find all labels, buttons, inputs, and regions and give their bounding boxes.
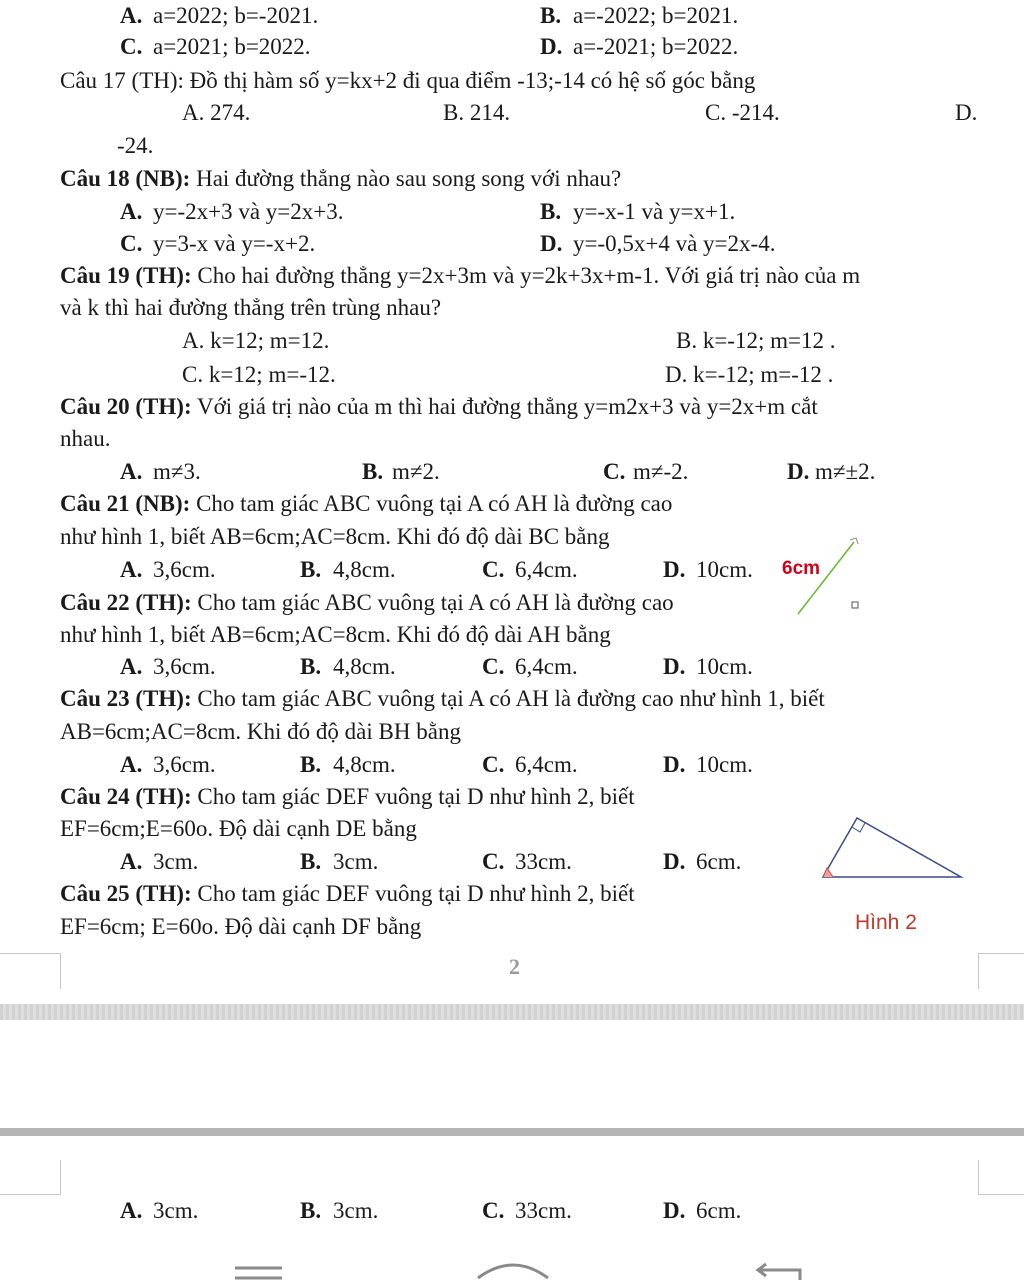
q18-option-d-key: D.: [540, 231, 563, 256]
q23-option-c-key: C.: [482, 752, 505, 777]
q21-option-c-key: C.: [482, 557, 505, 582]
q20-question: [60, 393, 818, 421]
q21-option-a-key: A.: [120, 557, 143, 582]
q19-option-b: B. k=-12; m=12 .: [676, 328, 836, 353]
page-separator-line: [0, 1128, 1024, 1136]
q19-question: [60, 262, 860, 290]
q18-option-b-text: y=-x-1 và y=x+1.: [573, 199, 736, 224]
q17-option-d-value: -24.: [117, 133, 154, 158]
q20-option-d-text: m≠±2.: [815, 459, 876, 484]
q19-question-line2: và k thì hai đường thẳng trên trùng nhau?: [60, 295, 442, 320]
q22-question-line2: như hình 1, biết AB=6cm;AC=8cm. Khi đó độ dài AH bằng: [60, 622, 611, 647]
figure-1-side-label: 6cm: [782, 558, 821, 579]
q21-option-c-text: 6,4cm.: [515, 557, 578, 582]
q19-option-d: D. k=-12; m=-12 .: [665, 362, 834, 387]
q17-option-c: C. -214.: [705, 100, 780, 125]
q20-option-c-key: C.: [603, 459, 626, 484]
q18-option-c-key: C.: [120, 231, 143, 256]
q16-option-a-key: A.: [120, 3, 143, 28]
q20-question-line2: nhau.: [60, 426, 111, 451]
q24-option-d-key: D.: [663, 849, 686, 874]
q24-option-c-key: C.: [482, 849, 505, 874]
q22-option-b-key: B.: [300, 654, 322, 679]
q24-option-a-key: A.: [120, 849, 143, 874]
q22-option-b-text: 4,8cm.: [333, 654, 396, 679]
q24-option-b-text: 3cm.: [333, 849, 379, 874]
figure-2-triangle: [823, 818, 961, 877]
q19-option-c: C. k=12; m=-12.: [182, 362, 336, 387]
q23-text: Cho tam giác ABC vuông tại A có AH là đường cao như hình 1, biết: [191, 686, 825, 711]
q21-option-a-text: 3,6cm.: [153, 557, 216, 582]
q20-heading: Câu 20 (TH):: [60, 394, 192, 419]
q24-option-c-text: 33cm.: [515, 849, 572, 874]
page-corner-mark-bottom-right: [978, 953, 1024, 989]
q22-option-d-key: D.: [663, 654, 686, 679]
figure-2-angle-mark: [823, 868, 833, 877]
q21-option-d-key: D.: [663, 557, 686, 582]
q23-option-a-key: A.: [120, 752, 143, 777]
q19-text: Cho hai đường thẳng y=2x+3m và y=2k+3x+m-1. Với giá trị nào của m: [191, 263, 861, 288]
q20-option-b-text: m≠2.: [392, 459, 440, 484]
q24-question-line2: EF=6cm;E=60o. Độ dài cạnh DE bằng: [60, 816, 417, 841]
q18-option-a-key: A.: [120, 199, 143, 224]
q23-option-b-key: B.: [300, 752, 322, 777]
q18-text: Hai đường thẳng nào sau song song với nhau?: [190, 166, 622, 191]
q17-option-b: B. 214.: [443, 100, 511, 125]
q20-option-c-text: m≠-2.: [633, 459, 689, 484]
q20-option-a-text: m≠3.: [153, 459, 201, 484]
q18-option-a-text: y=-2x+3 và y=2x+3.: [153, 199, 344, 224]
next-page-option-b-text: 3cm.: [333, 1198, 379, 1223]
q22-option-a-text: 3,6cm.: [153, 654, 216, 679]
q18-heading: Câu 18 (NB):: [60, 166, 191, 191]
q19-option-a: A. k=12; m=12.: [182, 328, 330, 353]
figure-2: [815, 810, 965, 885]
q20-text: Với giá trị nào của m thì hai đường thẳng y=m2x+3 và y=2x+m cắt: [191, 394, 818, 419]
page-separator: [0, 1004, 1024, 1020]
q20-option-b-key: B.: [362, 459, 384, 484]
page-number: 2: [509, 954, 520, 979]
q16-option-b-key: B.: [540, 3, 562, 28]
q20-option-a-key: A.: [120, 459, 143, 484]
q21-heading: Câu 21 (NB):: [60, 491, 191, 516]
q24-option-d-text: 6cm.: [696, 849, 742, 874]
q17-option-a: A. 274.: [182, 100, 251, 125]
back-icon[interactable]: [758, 1264, 800, 1280]
q21-option-d-text: 10cm.: [696, 557, 753, 582]
figure-1: [770, 530, 880, 620]
q18-option-d-text: y=-0,5x+4 và y=2x-4.: [573, 231, 776, 256]
page-corner-mark-top-right: [978, 1160, 1024, 1195]
next-page-option-c-text: 33cm.: [515, 1198, 572, 1223]
q24-heading: Câu 24 (TH):: [60, 784, 192, 809]
next-page-option-a-key: A.: [120, 1198, 143, 1223]
next-page-option-b-key: B.: [300, 1198, 322, 1223]
q23-question: [60, 685, 825, 713]
q22-option-c-key: C.: [482, 654, 505, 679]
q18-question: [60, 165, 621, 193]
q23-option-d-key: D.: [663, 752, 686, 777]
q25-text: Cho tam giác DEF vuông tại D như hình 2, biết: [191, 881, 635, 906]
q25-question: [60, 880, 635, 908]
q24-text: Cho tam giác DEF vuông tại D như hình 2, biết: [191, 784, 635, 809]
q16-option-d-key: D.: [540, 34, 563, 59]
figure-1-right-angle-mark: [852, 602, 858, 608]
q18-option-c-text: y=3-x và y=-x+2.: [153, 231, 316, 256]
q23-option-d-text: 10cm.: [696, 752, 753, 777]
q16-option-b-text: a=-2022; b=2021.: [573, 3, 739, 28]
q16-option-c-key: C.: [120, 34, 143, 59]
q23-option-a-text: 3,6cm.: [153, 752, 216, 777]
q22-option-d-text: 10cm.: [696, 654, 753, 679]
q16-option-d-text: a=-2021; b=2022.: [573, 34, 739, 59]
q22-question: [60, 589, 674, 617]
q21-question-line2: như hình 1, biết AB=6cm;AC=8cm. Khi đó độ dài BC bằng: [60, 524, 610, 549]
q23-option-b-text: 4,8cm.: [333, 752, 396, 777]
home-icon[interactable]: [478, 1265, 548, 1278]
q25-heading: Câu 25 (TH):: [60, 881, 192, 906]
q21-question: [60, 490, 672, 518]
q22-heading: Câu 22 (TH):: [60, 590, 192, 615]
next-page-option-d-text: 6cm.: [696, 1198, 742, 1223]
q23-option-c-text: 6,4cm.: [515, 752, 578, 777]
next-page-option-d-key: D.: [663, 1198, 686, 1223]
q24-option-a-text: 3cm.: [153, 849, 199, 874]
q19-heading: Câu 19 (TH):: [60, 263, 192, 288]
q22-text: Cho tam giác ABC vuông tại A có AH là đường cao: [191, 590, 674, 615]
q20-option-d-key: D.: [787, 459, 810, 484]
q17-question: Câu 17 (TH): Đồ thị hàm số y=kx+2 đi qua điểm -13;-14 có hệ số góc bằng: [60, 68, 756, 93]
page-corner-mark-top-left: [0, 1160, 61, 1195]
page-corner-mark-bottom-left: [0, 953, 61, 989]
q21-option-b-text: 4,8cm.: [333, 557, 396, 582]
next-page-option-c-key: C.: [482, 1198, 505, 1223]
q21-text: Cho tam giác ABC vuông tại A có AH là đường cao: [190, 491, 673, 516]
q24-option-b-key: B.: [300, 849, 322, 874]
next-page-option-a-text: 3cm.: [153, 1198, 199, 1223]
q23-question-line2: AB=6cm;AC=8cm. Khi đó độ dài BH bằng: [60, 719, 461, 744]
figure-2-caption: Hình 2: [855, 911, 917, 934]
q18-option-b-key: B.: [540, 199, 562, 224]
menu-icon[interactable]: [235, 1268, 282, 1278]
q16-option-a-text: a=2022; b=-2021.: [153, 3, 319, 28]
navigation-bar: [0, 1228, 1024, 1280]
q22-option-c-text: 6,4cm.: [515, 654, 578, 679]
q24-question: [60, 783, 635, 811]
q22-option-a-key: A.: [120, 654, 143, 679]
q23-heading: Câu 23 (TH):: [60, 686, 192, 711]
q21-option-b-key: B.: [300, 557, 322, 582]
q17-option-d: D.: [955, 100, 978, 125]
q25-question-line2: EF=6cm; E=60o. Độ dài cạnh DF bằng: [60, 914, 422, 939]
q16-option-c-text: a=2021; b=2022.: [153, 34, 311, 59]
